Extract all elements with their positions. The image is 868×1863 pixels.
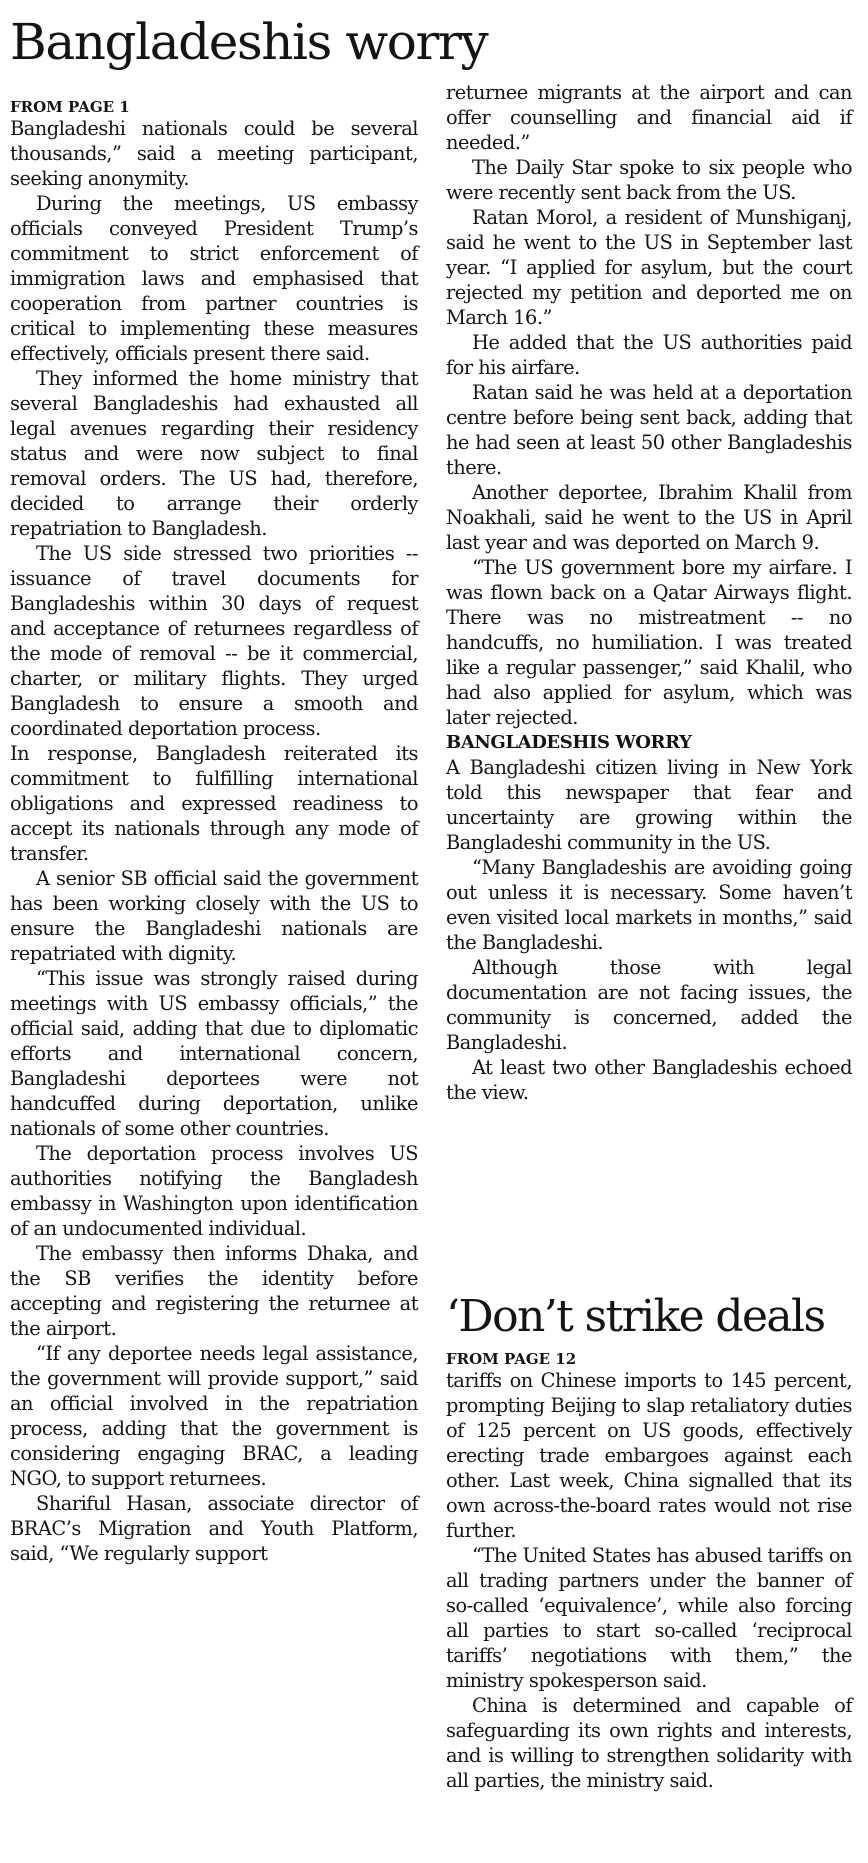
article-paragraph: Although those with legal documentation are not facing issues, the community is concerned, added the Bangladeshi. [446, 956, 852, 1054]
article-paragraph: They informed the home ministry that several Bangladeshis had exhausted all legal avenues regarding their residency status and were now subject to final removal orders. The US had, therefore, decided to arrange their orderly repatriation to Bangladesh. [10, 367, 418, 540]
article-paragraph: At least two other Bangladeshis echoed the view. [446, 1056, 852, 1104]
article-paragraph: “If any deportee needs legal assistance, the government will provide support,” said an official involved in the repatriation process, adding that the government is considering engaging BRAC, a leading NGO, to support returnees. [10, 1342, 418, 1490]
article-paragraph: returnee migrants at the airport and can offer counselling and financial aid if needed.” [446, 81, 852, 154]
article-paragraph: He added that the US authorities paid for his airfare. [446, 331, 852, 379]
article-paragraph: A Bangladeshi citizen living in New York told this newspaper that fear and uncertainty are growing within the Bangladeshi community in the US. [446, 756, 852, 854]
article-kicker: FROM PAGE 1 [10, 98, 130, 116]
article-paragraph: “This issue was strongly raised during meetings with US embassy officials,” the official said, adding that due to diplomatic efforts and international concern, Bangladeshi deportees were not handcuffed during deportation, unlike nationals of some other countries. [10, 967, 418, 1140]
article-paragraph: The deportation process involves US authorities notifying the Bangladesh embassy in Washington upon identification of an undocumented individual. [10, 1142, 418, 1240]
article-headline: Bangladeshis worry [10, 13, 488, 71]
article-subhead: BANGLADESHIS WORRY [446, 732, 692, 753]
second-article-column [446, 1350, 852, 1793]
article-paragraph: “The United States has abused tariffs on all trading partners under the banner of so-called ‘equivalence’, while also forcing all parties to start so-called ‘reciprocal tariffs’ negotiations with them,” the ministry spokesperson said. [446, 1544, 852, 1692]
article-paragraph: “The US government bore my airfare. I was flown back on a Qatar Airways flight. There was no mistreatment -- no handcuffs, no humiliation. I was treated like a regular passenger,” said Khalil, who had also applied for asylum, which was later rejected. [446, 556, 852, 729]
article-paragraph: Ratan Morol, a resident of Munshiganj, said he went to the US in September last year. “I applied for asylum, but the court rejected my petition and deported me on March 16.” [446, 206, 852, 329]
article-paragraph: In response, Bangladesh reiterated its commitment to fulfilling international obligations and expressed readiness to accept its nationals through any mode of transfer. [10, 742, 418, 865]
article-paragraph: A senior SB official said the government has been working closely with the US to ensure the Bangladeshi nationals are repatriated with dignity. [10, 867, 418, 965]
article-paragraph: The embassy then informs Dhaka, and the SB verifies the identity before accepting and registering the returnee at the airport. [10, 1242, 418, 1340]
article-column-right [446, 80, 852, 1105]
article-paragraph: Bangladeshi nationals could be several thousands,” said a meeting participant, seeking anonymity. [10, 117, 418, 190]
second-article-headline: ‘Don’t strike deals [446, 1291, 825, 1342]
article-paragraph: During the meetings, US embassy officials conveyed President Trump’s commitment to strict enforcement of immigration laws and emphasised that cooperation from partner countries is critical to implementing these measures effectively, officials present there said. [10, 192, 418, 365]
article-paragraph: The US side stressed two priorities -- issuance of travel documents for Bangladeshis within 30 days of request and acceptance of returnees regardless of the mode of removal -- be it commercial, charter, or military flights. They urged Bangladesh to ensure a smooth and coordinated deportation process. [10, 542, 418, 740]
article-paragraph: China is determined and capable of safeguarding its own rights and interests, and is willing to strengthen solidarity with all parties, the ministry said. [446, 1694, 852, 1792]
article-paragraph: Another deportee, Ibrahim Khalil from Noakhali, said he went to the US in April last year and was deported on March 9. [446, 481, 852, 554]
article-paragraph: Ratan said he was held at a deportation centre before being sent back, adding that he had seen at least 50 other Bangladeshis there. [446, 381, 852, 479]
article-column-left [10, 98, 418, 1566]
article-paragraph: “Many Bangladeshis are avoiding going out unless it is necessary. Some haven’t even visited local markets in months,” said the Bangladeshi. [446, 856, 852, 954]
article-paragraph: Shariful Hasan, associate director of BRAC’s Migration and Youth Platform, said, “We regularly support [10, 1492, 418, 1565]
second-article-kicker: FROM PAGE 12 [446, 1350, 577, 1368]
article-paragraph: The Daily Star spoke to six people who were recently sent back from the US. [446, 156, 852, 204]
article-paragraph: tariffs on Chinese imports to 145 percent, prompting Beijing to slap retaliatory duties of 125 percent on US goods, effectively erecting trade embargoes against each other. Last week, China signalled that its own across-the-board rates would not rise further. [446, 1369, 852, 1542]
